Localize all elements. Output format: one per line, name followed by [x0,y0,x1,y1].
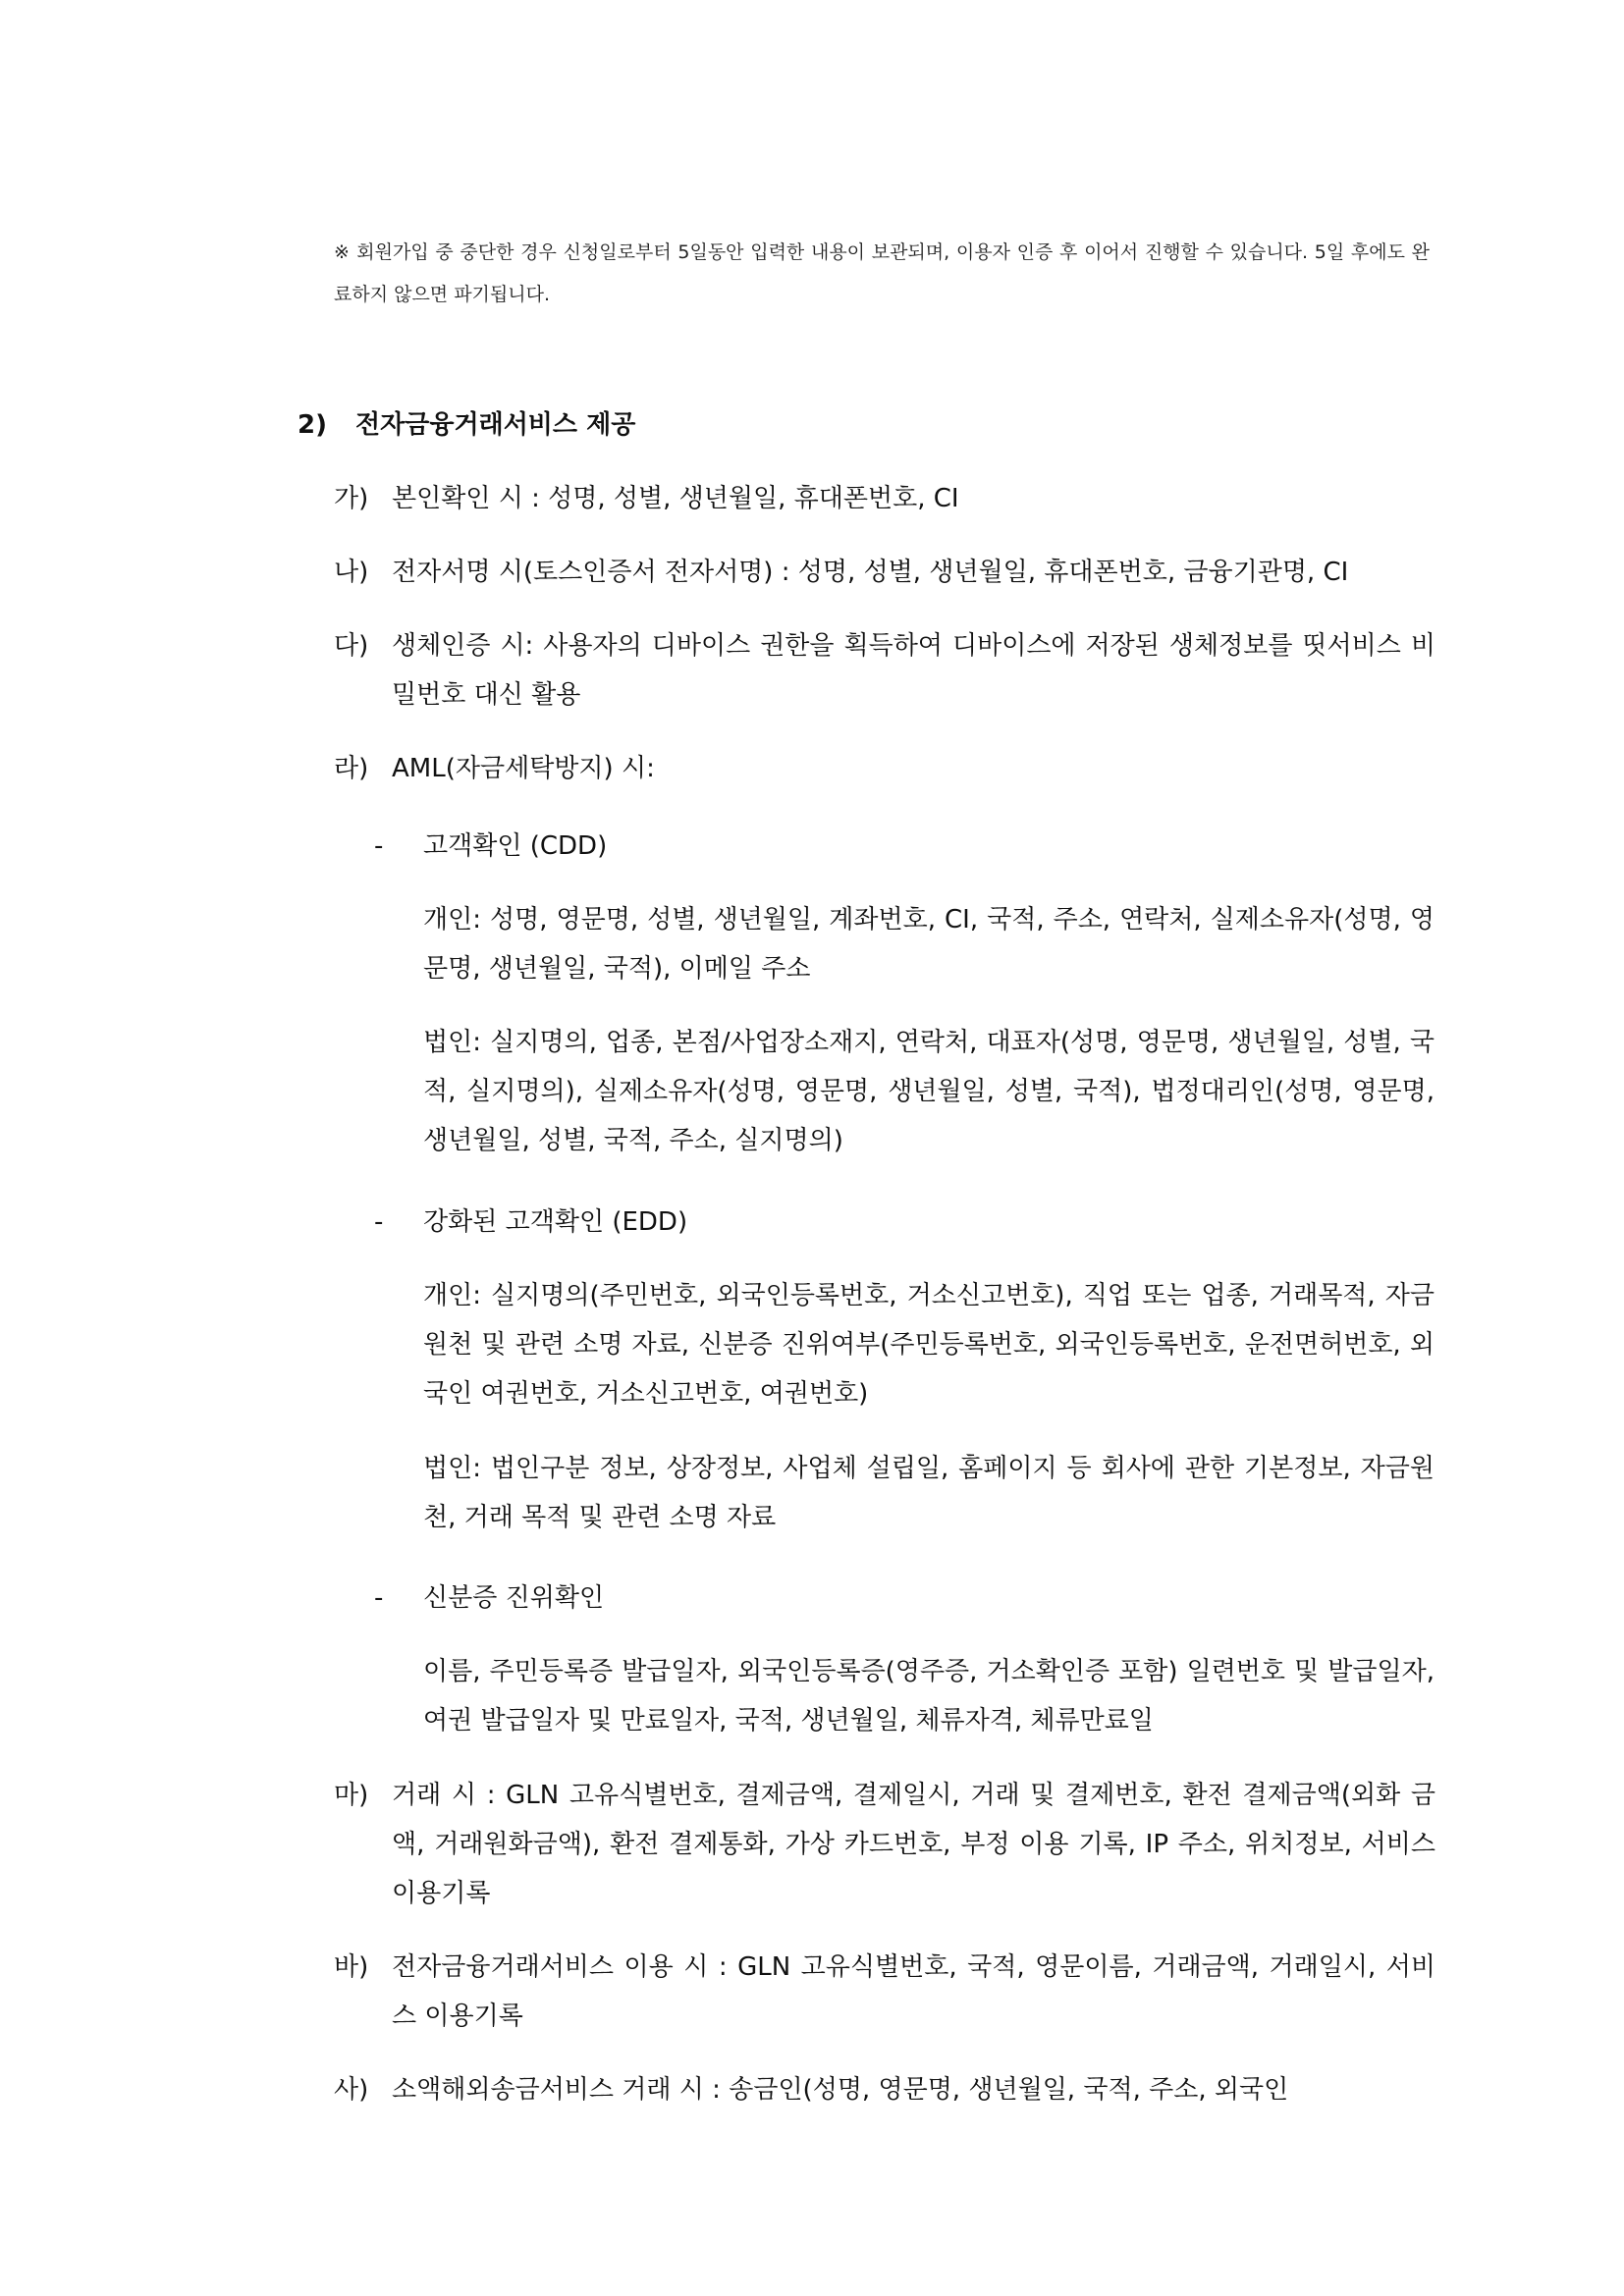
cdd-individual: 개인: 성명, 영문명, 성별, 생년월일, 계좌번호, CI, 국적, 주소, 연락처, 실제소유자(성명, 영문명, 생년월일, 국적), 이메일 주소 [423,905,1435,984]
list-item-text: AML(자금세탁방지) 시: [392,754,655,783]
list-item-da [334,621,1435,720]
section-heading [298,400,635,450]
sub-item-title: 강화된 고객확인 (EDD) [423,1207,688,1237]
list-item-ga [334,474,1435,523]
list-item-ma [334,1771,1435,1918]
sub-item-title: 고객확인 (CDD) [423,831,608,861]
section-number: 2) [298,410,327,440]
list-marker: 라) [334,754,369,783]
list-item-text: 전자금융거래서비스 이용 시 : GLN 고유식별번호, 국적, 영문이름, 거래금액, 거래일시, 서비스 이용기록 [392,1952,1435,2031]
dash-marker: - [374,1207,384,1237]
list-item-sa [334,2065,1435,2114]
sub-item-cdd [374,822,1356,871]
id-check-text: 이름, 주민등록증 발급일자, 외국인등록증(영주증, 거소확인증 포함) 일련번호 및 발급일자, 여권 발급일자 및 만료일자, 국적, 생년월일, 체류자격, 체류만료일 [423,1657,1435,1735]
sub-item-id-check [374,1574,1356,1623]
cdd-corporate: 법인: 실지명의, 업종, 본점/사업장소재지, 연락처, 대표자(성명, 영문명, 생년월일, 성별, 국적, 실지명의), 실제소유자(성명, 영문명, 생년월일, 성별, 국적), 법정대리인(성명, 영문명, 생년월일, 성별, 국적, 주소, 실지명의) [423,1028,1435,1155]
list-item-text: 전자서명 시(토스인증서 전자서명) : 성명, 성별, 생년월일, 휴대폰번호, 금융기관명, CI [392,558,1349,587]
list-marker: 나) [334,558,369,587]
list-marker: 마) [334,1781,369,1810]
sub-item-edd [374,1198,1356,1247]
list-marker: 바) [334,1952,369,1982]
notice-note: ※ 회원가입 중 중단한 경우 신청일로부터 5일동안 입력한 내용이 보관되며, 이용자 인증 후 이어서 진행할 수 있습니다. 5일 후에도 완료하지 않으면 파기됩니다. [334,241,1430,305]
list-item-text: 거래 시 : GLN 고유식별번호, 결제금액, 결제일시, 거래 및 결제번호, 환전 결제금액(외화 금액, 거래원화금액), 환전 결제통화, 가상 카드번호, 부정 이용 기록, IP 주소, 위치정보, 서비스 이용기록 [392,1781,1435,1908]
edd-individual: 개인: 실지명의(주민번호, 외국인등록번호, 거소신고번호), 직업 또는 업종, 거래목적, 자금원천 및 관련 소명 자료, 신분증 진위여부(주민등록번호, 외국인등록번호, 운전면허번호, 외국인 여권번호, 거소신고번호, 여권번호) [423,1281,1435,1409]
dash-marker: - [374,831,384,861]
dash-marker: - [374,1583,384,1613]
edd-corporate: 법인: 법인구분 정보, 상장정보, 사업체 설립일, 홈페이지 등 회사에 관한 기본정보, 자금원천, 거래 목적 및 관련 소명 자료 [423,1454,1435,1532]
list-marker: 가) [334,484,369,513]
list-item-text: 소액해외송금서비스 거래 시 : 송금인(성명, 영문명, 생년월일, 국적, 주소, 외국인 [392,2075,1289,2105]
list-item-text: 생체인증 시: 사용자의 디바이스 권한을 획득하여 디바이스에 저장된 생체정보를 띳서비스 비밀번호 대신 활용 [392,631,1435,710]
list-marker: 다) [334,631,369,661]
list-item-ra [334,744,1435,793]
list-item-na [334,548,1435,597]
list-item-text: 본인확인 시 : 성명, 성별, 생년월일, 휴대폰번호, CI [392,484,959,513]
sub-item-title: 신분증 진위확인 [423,1583,605,1613]
list-item-ba [334,1943,1435,2041]
list-marker: 사) [334,2075,369,2105]
section-title: 전자금융거래서비스 제공 [355,410,636,440]
